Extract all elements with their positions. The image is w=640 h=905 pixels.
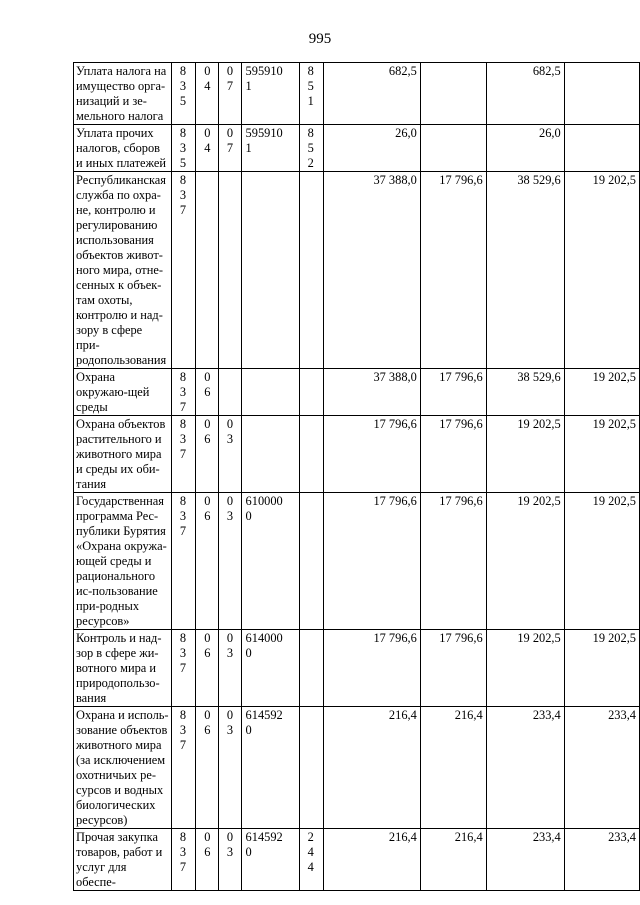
grbs-code-cell: 8 3 7 — [171, 829, 195, 891]
target-article-cell: 614592 0 — [241, 829, 299, 891]
amount-subvention-1-cell: 17 796,6 — [420, 630, 486, 707]
amount-subvention-1-cell: 17 796,6 — [420, 493, 486, 630]
row-name-cell: Охрана окружаю-щей среды — [74, 369, 172, 416]
amount-total-1-cell: 216,4 — [324, 707, 421, 829]
page-number: 995 — [308, 31, 332, 47]
target-article-cell — [241, 369, 299, 416]
table-row — [74, 172, 640, 369]
grbs-code-cell: 8 3 5 — [171, 63, 195, 125]
amount-total-2-cell: 38 529,6 — [486, 172, 564, 369]
row-name-cell: Контроль и над-зор в сфере жи-вотного мира и природопользо-вания — [74, 630, 172, 707]
section-code-cell: 0 6 — [196, 630, 219, 707]
target-article-cell — [241, 416, 299, 493]
grbs-code-cell: 8 3 7 — [171, 707, 195, 829]
grbs-code-cell: 8 3 7 — [171, 172, 195, 369]
amount-subvention-1-cell: 17 796,6 — [420, 416, 486, 493]
amount-total-2-cell: 26,0 — [486, 125, 564, 172]
amount-subvention-1-cell: 17 796,6 — [420, 172, 486, 369]
amount-total-2-cell: 19 202,5 — [486, 493, 564, 630]
row-name-cell: Уплата прочих налогов, сборов и иных платежей — [74, 125, 172, 172]
amount-total-2-cell: 38 529,6 — [486, 369, 564, 416]
section-code-cell: 0 4 — [196, 125, 219, 172]
table-row — [74, 829, 640, 891]
grbs-code-cell: 8 3 7 — [171, 416, 195, 493]
section-code-cell: 0 4 — [196, 63, 219, 125]
target-article-cell: 595910 1 — [241, 125, 299, 172]
target-article-cell: 614592 0 — [241, 707, 299, 829]
amount-subvention-1-cell: 216,4 — [420, 829, 486, 891]
expense-type-cell — [299, 172, 323, 369]
section-code-cell: 0 6 — [196, 829, 219, 891]
table-row — [74, 416, 640, 493]
amount-subvention-2-cell: 19 202,5 — [564, 369, 639, 416]
grbs-code-cell: 8 3 7 — [171, 369, 195, 416]
target-article-cell: 614000 0 — [241, 630, 299, 707]
table-row — [74, 630, 640, 707]
amount-total-1-cell: 37 388,0 — [324, 369, 421, 416]
row-name-cell: Охрана и исполь-зование объектов животного мира (за исключением охотничьих ре-сурсов и водных биологических ресурсов) — [74, 707, 172, 829]
amount-subvention-1-cell: 216,4 — [420, 707, 486, 829]
subsection-code-cell: 0 3 — [218, 829, 241, 891]
amount-subvention-2-cell: 233,4 — [564, 707, 639, 829]
amount-total-2-cell: 19 202,5 — [486, 416, 564, 493]
amount-subvention-2-cell: 19 202,5 — [564, 493, 639, 630]
amount-subvention-1-cell: 17 796,6 — [420, 369, 486, 416]
amount-total-2-cell: 233,4 — [486, 829, 564, 891]
grbs-code-cell: 8 3 7 — [171, 493, 195, 630]
table-row — [74, 369, 640, 416]
table-row — [74, 125, 640, 172]
amount-total-1-cell: 17 796,6 — [324, 493, 421, 630]
amount-total-1-cell: 682,5 — [324, 63, 421, 125]
expense-type-cell — [299, 707, 323, 829]
subsection-code-cell: 0 3 — [218, 493, 241, 630]
amount-subvention-1-cell — [420, 63, 486, 125]
budget-table — [73, 62, 640, 891]
subsection-code-cell: 0 3 — [218, 416, 241, 493]
subsection-code-cell: 0 3 — [218, 707, 241, 829]
amount-subvention-2-cell: 19 202,5 — [564, 416, 639, 493]
row-name-cell: Прочая закупка товаров, работ и услуг для обеспе- — [74, 829, 172, 891]
section-code-cell: 0 6 — [196, 493, 219, 630]
subsection-code-cell: 0 3 — [218, 630, 241, 707]
row-name-cell: Республиканская служба по охра-не, контролю и регулированию использования объектов живот-ного мира, отне-сенных к объек-там охоты, контролю и над-зору в сфере при-родопользования — [74, 172, 172, 369]
amount-total-2-cell: 233,4 — [486, 707, 564, 829]
subsection-code-cell: 0 7 — [218, 125, 241, 172]
expense-type-cell — [299, 630, 323, 707]
amount-total-1-cell: 37 388,0 — [324, 172, 421, 369]
expense-type-cell: 2 4 4 — [299, 829, 323, 891]
subsection-code-cell — [218, 172, 241, 369]
grbs-code-cell: 8 3 7 — [171, 630, 195, 707]
expense-type-cell — [299, 369, 323, 416]
grbs-code-cell: 8 3 5 — [171, 125, 195, 172]
section-code-cell — [196, 172, 219, 369]
amount-total-2-cell: 19 202,5 — [486, 630, 564, 707]
target-article-cell — [241, 172, 299, 369]
subsection-code-cell: 0 7 — [218, 63, 241, 125]
table-row — [74, 707, 640, 829]
target-article-cell: 610000 0 — [241, 493, 299, 630]
amount-subvention-2-cell: 19 202,5 — [564, 630, 639, 707]
amount-total-2-cell: 682,5 — [486, 63, 564, 125]
target-article-cell: 595910 1 — [241, 63, 299, 125]
amount-subvention-2-cell: 19 202,5 — [564, 172, 639, 369]
amount-total-1-cell: 26,0 — [324, 125, 421, 172]
expense-type-cell: 8 5 1 — [299, 63, 323, 125]
amount-subvention-2-cell — [564, 125, 639, 172]
expense-type-cell — [299, 416, 323, 493]
subsection-code-cell — [218, 369, 241, 416]
amount-subvention-2-cell — [564, 63, 639, 125]
table-row — [74, 493, 640, 630]
section-code-cell: 0 6 — [196, 707, 219, 829]
section-code-cell: 0 6 — [196, 416, 219, 493]
row-name-cell: Уплата налога на имущество орга-низаций и зе-мельного налога — [74, 63, 172, 125]
row-name-cell: Государственная программа Рес-публики Бурятия «Охрана окружа-ющей среды и рационального ис-пользование при-родных ресурсов» — [74, 493, 172, 630]
amount-subvention-2-cell: 233,4 — [564, 829, 639, 891]
amount-total-1-cell: 17 796,6 — [324, 630, 421, 707]
amount-subvention-1-cell — [420, 125, 486, 172]
row-name-cell: Охрана объектов растительного и животного мира и среды их оби-тания — [74, 416, 172, 493]
table-row — [74, 63, 640, 125]
amount-total-1-cell: 17 796,6 — [324, 416, 421, 493]
amount-total-1-cell: 216,4 — [324, 829, 421, 891]
expense-type-cell: 8 5 2 — [299, 125, 323, 172]
expense-type-cell — [299, 493, 323, 630]
section-code-cell: 0 6 — [196, 369, 219, 416]
